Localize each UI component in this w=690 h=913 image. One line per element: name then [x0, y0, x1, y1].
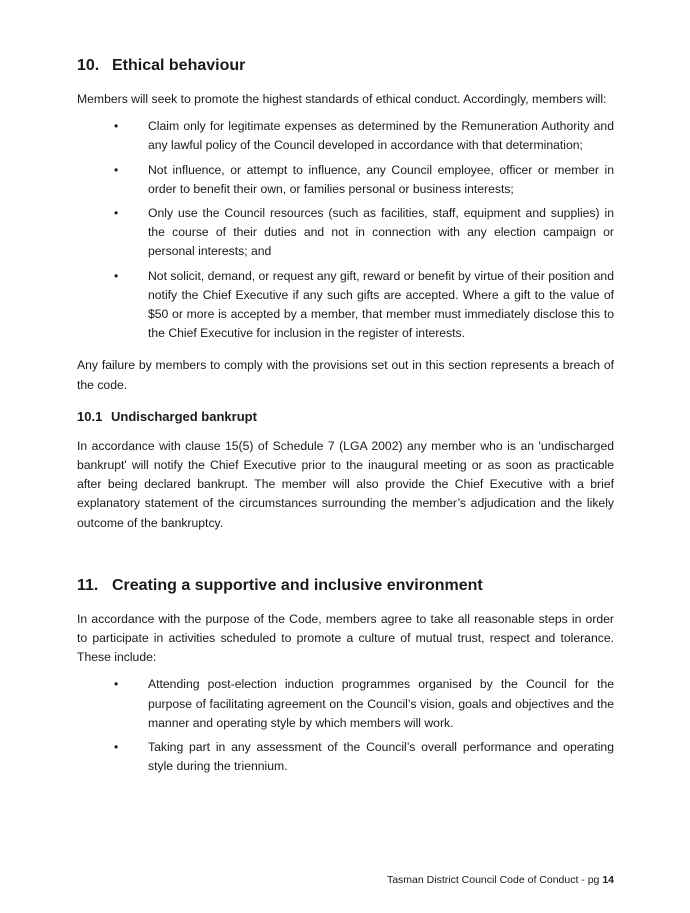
section-number: 10.: [77, 57, 100, 74]
bullet-icon: •: [114, 268, 119, 283]
list-item-text: Taking part in any assessment of the Council’s overall performance and operating style during the triennium.: [148, 740, 614, 774]
section-11-intro: In accordance with the purpose of the Code, members agree to take all reasonable steps in order to participate in activities scheduled to promote a culture of mutual trust, respect and tolerance. These include:: [77, 611, 614, 665]
list-item-text: Not influence, or attempt to influence, any Council employee, officer or member in order to benefit their own, or families personal or business interests;: [148, 162, 614, 196]
list-item-text: Only use the Council resources (such as facilities, staff, equipment and supplies) in the course of their duties and not in connection with any election campaign or personal interests; and: [148, 206, 614, 259]
section-number: 11.: [77, 576, 99, 594]
subsection-number: 10.1: [77, 408, 103, 424]
bullet-icon: •: [114, 740, 119, 755]
list-item: [77, 267, 614, 344]
bullet-icon: •: [114, 162, 119, 177]
subsection-title: Undischarged bankrupt: [111, 408, 257, 424]
list-item: [77, 161, 614, 199]
bullet-icon: •: [114, 119, 119, 134]
bullet-icon: •: [114, 206, 119, 221]
section-10-intro: Members will seek to promote the highest standards of ethical conduct. Accordingly, members will:: [77, 92, 607, 106]
list-item: [77, 738, 614, 776]
page-number: 14: [602, 874, 614, 886]
section-10-closing: Any failure by members to comply with the provisions set out in this section represents a breach of the code.: [77, 358, 614, 392]
list-item: [77, 204, 614, 262]
list-item-text: Claim only for legitimate expenses as determined by the Remuneration Authority and any lawful policy of the Council developed in accordance with that determination;: [148, 119, 614, 153]
list-item: [77, 675, 614, 733]
list-item-text: Not solicit, demand, or request any gift, reward or benefit by virtue of their position and notify the Chief Executive if any such gifts are accepted. Where a gift to the value of $50 or more is accepted by a member, that member must immediately disclose this to the Chief Executive for inclusion in the register of interests.: [148, 268, 614, 341]
section-title: Creating a supportive and inclusive environment: [112, 576, 483, 594]
page-content: [77, 55, 614, 776]
list-item-text: Attending post-election induction programmes organised by the Council for the purpose of facilitating agreement on the Council’s vision, goals and objectives and the manner and operating style by which members will work.: [148, 677, 614, 730]
section-title: Ethical behaviour: [112, 57, 246, 74]
section-10-heading: [77, 55, 614, 77]
section-11-heading: [77, 575, 614, 597]
page-footer: [387, 873, 614, 887]
footer-text: Tasman District Council Code of Conduct - pg: [386, 874, 603, 886]
section-10-1-body: In accordance with clause 15(5) of Schedule 7 (LGA 2002) any member who is an 'undischarged bankrupt' will notify the Chief Executive prior to the inaugural meeting or as soon as practicable after being declared bankrupt. The member will also provide the Chief Executive with a brief explanatory statement of the circumstances surrounding the member’s adjudication and the likely outcome of the bankruptcy.: [77, 438, 614, 530]
section-10-bullet-list: [77, 117, 614, 343]
section-10-1-heading: [77, 408, 614, 426]
bullet-icon: •: [114, 677, 119, 692]
section-11-bullet-list: [77, 675, 614, 776]
list-item: [77, 117, 614, 155]
